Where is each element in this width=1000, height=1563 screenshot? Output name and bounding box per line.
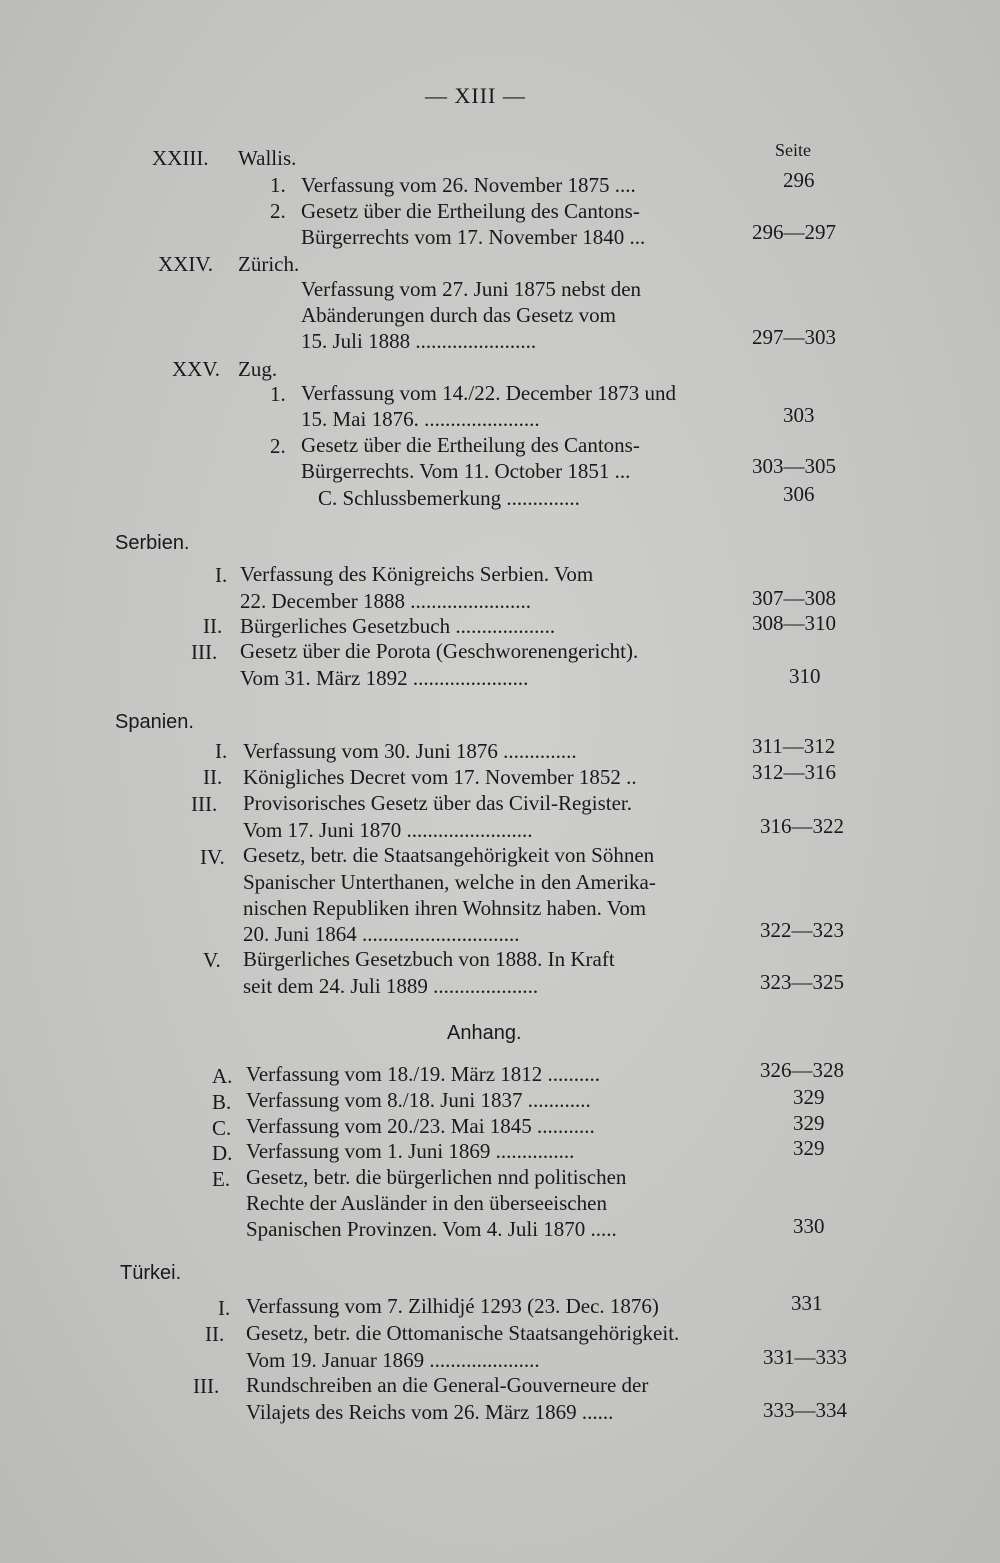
toc-p2: Königliches Decret vom 17. November 1852 .. [243,765,637,789]
toc-p1: Verfassung vom 30. Juni 1876 .............. [243,739,577,763]
toc-g2-page: 303—305 [752,454,836,478]
toc-p2-page: 312—316 [752,760,836,784]
toc-s1-page: 307—308 [752,586,836,610]
toc-ea: Gesetz, betr. die bürgerlichen nnd politischen [246,1165,627,1189]
toc-p3b: Vom 17. Juni 1870 ........................ [243,818,533,842]
toc-p4d: 20. Juni 1864 .............................. [243,922,520,946]
toc-w2a: Gesetz über die Ertheilung des Cantons- [301,199,640,223]
page-column-label: Seite [775,140,811,160]
toc-d-page: 329 [793,1136,825,1160]
toc-k2a: Gesetz, betr. die Ottomanische Staatsangehörigkeit. [246,1321,680,1345]
toc-g1b: 15. Mai 1876. ...................... [301,407,540,431]
toc-z1-page: 297—303 [752,325,836,349]
toc-w2-page: 296—297 [752,220,836,244]
toc-g1-page: 303 [783,403,815,427]
toc-w1-num: 1. [270,173,286,197]
toc-zug-num: XXV. [172,357,221,381]
toc-a-page: 326—328 [760,1058,844,1082]
toc-k1-page: 331 [791,1291,823,1315]
toc-k2-num: II. [205,1322,225,1346]
toc-k3a: Rundschreiben an die General-Gouverneure der [246,1373,649,1397]
toc-ec: Spanischen Provinzen. Vom 4. Juli 1870 ..... [246,1217,617,1241]
toc-wallis-num: XXIII. [152,146,209,170]
toc-zurich: Zürich. [238,252,300,276]
toc-e-page: 330 [793,1214,825,1238]
toc-s3b: Vom 31. März 1892 ...................... [240,666,529,690]
toc-c2-num: C. [212,1116,232,1140]
toc-p3a: Provisorisches Gesetz über das Civil-Register. [243,791,633,815]
toc-s1a: Verfassung des Königreichs Serbien. Vom [240,562,594,586]
toc-b: Verfassung vom 8./18. Juni 1837 ............ [246,1088,591,1112]
toc-z1c: 15. Juli 1888 ....................... [301,329,537,353]
toc-turkei: Türkei. [120,1262,182,1284]
toc-p3-page: 316—322 [760,814,844,838]
toc-c: C. Schlussbemerkung .............. [318,486,580,510]
toc-w2b: Bürgerrechts vom 17. November 1840 ... [301,225,646,249]
toc-spanien: Spanien. [115,711,194,733]
toc-g1a: Verfassung vom 14./22. December 1873 und [301,381,677,405]
toc-w1-page: 296 [783,168,815,192]
toc-c2-page: 329 [793,1111,825,1135]
page-number-header: — XIII — [425,83,526,108]
toc-g2b: Bürgerrechts. Vom 11. October 1851 ... [301,459,631,483]
toc-s1b: 22. December 1888 ....................... [240,589,532,613]
toc-s2-page: 308—310 [752,611,836,635]
toc-g1-num: 1. [270,382,286,406]
toc-k1: Verfassung vom 7. Zilhidjé 1293 (23. Dec. 1876) [246,1294,659,1318]
toc-zug: Zug. [238,357,278,381]
toc-k2-page: 331—333 [763,1345,847,1369]
toc-eb: Rechte der Ausländer in den überseeischen [246,1191,607,1215]
toc-g2a: Gesetz über die Ertheilung des Cantons- [301,433,640,457]
toc-p4c: nischen Republiken ihren Wohnsitz haben. Vom [243,896,647,920]
toc-c-page: 306 [783,482,815,506]
toc-w2-num: 2. [270,199,286,223]
toc-wallis: Wallis. [238,146,297,170]
toc-d: Verfassung vom 1. Juni 1869 ............... [246,1139,575,1163]
toc-p4b: Spanischer Unterthanen, welche in den Amerika- [243,870,656,894]
toc-z1b: Abänderungen durch das Gesetz vom [301,303,616,327]
toc-p5a: Bürgerliches Gesetzbuch von 1888. In Kraft [243,947,615,971]
toc-k3-num: III. [193,1374,220,1398]
toc-p4-page: 322—323 [760,918,844,942]
toc-e-num: E. [212,1167,231,1191]
toc-b-num: B. [212,1090,232,1114]
toc-serbien: Serbien. [115,532,190,554]
toc-s3a: Gesetz über die Porota (Geschworenengericht). [240,639,639,663]
toc-s3-page: 310 [789,664,821,688]
toc-p5-num: V. [203,948,221,972]
toc-s3-num: III. [191,640,218,664]
toc-zurich-num: XXIV. [158,252,214,276]
toc-g2-num: 2. [270,434,286,458]
toc-p3-num: III. [191,792,218,816]
toc-p1-num: I. [215,739,228,763]
toc-z1a: Verfassung vom 27. Juni 1875 nebst den [301,277,642,301]
toc-w1: Verfassung vom 26. November 1875 .... [301,173,636,197]
toc-anhang: Anhang. [447,1022,522,1044]
toc-s2-num: II. [203,614,223,638]
toc-p5-page: 323—325 [760,970,844,994]
toc-k3-page: 333—334 [763,1398,847,1422]
toc-p1-page: 311—312 [752,734,836,758]
toc-d-num: D. [212,1141,233,1165]
toc-a: Verfassung vom 18./19. März 1812 .......... [246,1062,601,1086]
toc-p5b: seit dem 24. Juli 1889 .................... [243,974,539,998]
toc-p4a: Gesetz, betr. die Staatsangehörigkeit von Söhnen [243,843,655,867]
toc-k3b: Vilajets des Reichs vom 26. März 1869 ...... [246,1400,614,1424]
toc-b-page: 329 [793,1085,825,1109]
toc-p2-num: II. [203,765,223,789]
toc-c2: Verfassung vom 20./23. Mai 1845 ........... [246,1114,595,1138]
toc-p4-num: IV. [200,845,225,869]
toc-a-num: A. [212,1064,233,1088]
toc-k1-num: I. [218,1296,231,1320]
toc-s2: Bürgerliches Gesetzbuch ................... [240,614,556,638]
toc-s1-num: I. [215,563,228,587]
toc-k2b: Vom 19. Januar 1869 ..................... [246,1348,540,1372]
